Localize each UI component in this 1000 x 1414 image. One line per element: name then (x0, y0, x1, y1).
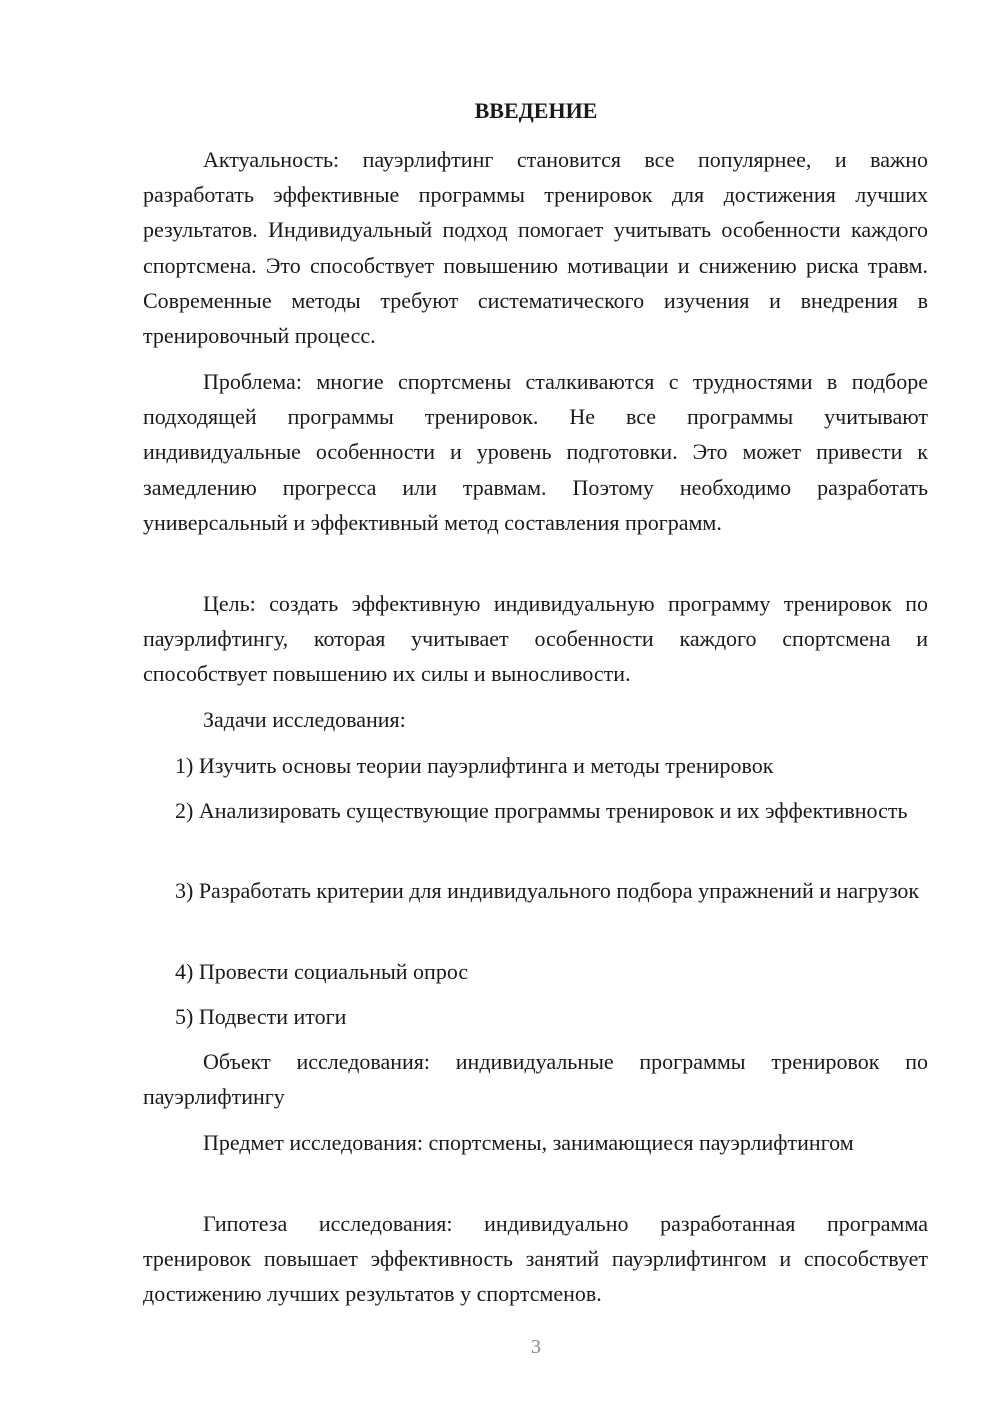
task-item-3: 3) Разработать критерии для индивидуального подбора упражнений и нагрузок (175, 878, 920, 903)
hypothesis-paragraph: Гипотеза исследования: индивидуально разработанная программа тренировок повышает эффективность занятий пауэрлифтингом и способствует достижению лучших результатов у спортсменов. (143, 1211, 928, 1307)
page-number: 3 (531, 1336, 541, 1358)
task-item-2: 2) Анализировать существующие программы тренировок и их эффективность (175, 798, 908, 823)
task-item-4: 4) Провести социальный опрос (175, 959, 469, 984)
task-item-1: 1) Изучить основы теории пауэрлифтинга и методы тренировок (175, 753, 774, 778)
section-heading: ВВЕДЕНИЕ (474, 98, 598, 123)
tasks-title: Задачи исследования: (203, 707, 406, 732)
goal-paragraph: Цель: создать эффективную индивидуальную программу тренировок по пауэрлифтингу, которая учитывает особенности каждого спортсмена и способствует повышению их силы и выносливости. (143, 591, 928, 687)
problem-paragraph: Проблема: многие спортсмены сталкиваются с трудностями в подборе подходящей программы тренировок. Не все программы учитывают индивидуальные особенности и уровень подготовки. Это может привести к замедлению прогресса или травмам. Поэтому необходимо разработать универсальный и эффективный метод составления программ. (143, 369, 928, 535)
relevance-paragraph: Актуальность: пауэрлифтинг становится все популярнее, и важно разработать эффективные программы тренировок для достижения лучших результатов. Индивидуальный подход помогает учитывать особенности каждого спортсмена. Это способствует повышению мотивации и снижению риска травм. Современные методы требуют систематического изучения и внедрения в тренировочный процесс. (143, 147, 928, 349)
task-item-5: 5) Подвести итоги (175, 1004, 347, 1029)
object-paragraph: Объект исследования: индивидуальные программы тренировок по пауэрлифтингу (143, 1049, 928, 1110)
subject-paragraph: Предмет исследования: спортсмены, занимающиеся пауэрлифтингом (203, 1130, 854, 1155)
